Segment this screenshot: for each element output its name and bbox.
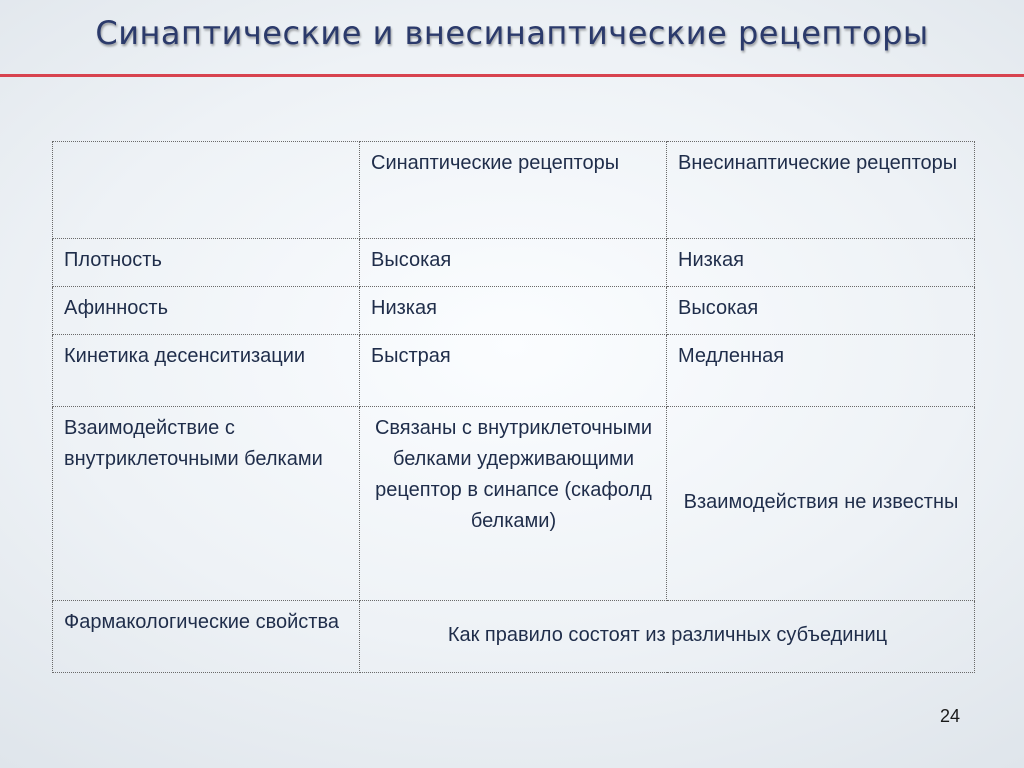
extrasynaptic-value: Высокая (667, 287, 975, 335)
header-cell-extrasynaptic: Внесинаптические рецепторы (667, 142, 975, 239)
extrasynaptic-value: Медленная (667, 335, 975, 407)
slide-title: Синаптические и внесинаптические рецепторы (95, 14, 929, 52)
merged-value: Как правило состоят из различных субъединиц (360, 601, 975, 673)
synaptic-value: Связаны с внутриклеточными белками удерживающими рецептор в синапсе (скафолд белками) (360, 407, 667, 601)
synaptic-value: Низкая (360, 287, 667, 335)
row-label: Взаимодействие с внутриклеточными белками (53, 407, 360, 601)
table-row (53, 287, 975, 335)
table-row (53, 335, 975, 407)
table-row (53, 407, 975, 601)
row-label: Кинетика десенситизации (53, 335, 360, 407)
table-header-row (53, 142, 975, 239)
comparison-table (52, 141, 975, 673)
table-row (53, 601, 975, 673)
row-label: Фармакологические свойства (53, 601, 360, 673)
table-row (53, 239, 975, 287)
title-divider (0, 74, 1024, 77)
synaptic-value: Быстрая (360, 335, 667, 407)
synaptic-value: Высокая (360, 239, 667, 287)
extrasynaptic-value: Взаимодействия не известны (667, 407, 975, 601)
extrasynaptic-value: Низкая (667, 239, 975, 287)
row-label: Плотность (53, 239, 360, 287)
row-label: Афинность (53, 287, 360, 335)
page-number: 24 (939, 706, 961, 726)
header-cell-empty (53, 142, 360, 239)
header-cell-synaptic: Синаптические рецепторы (360, 142, 667, 239)
